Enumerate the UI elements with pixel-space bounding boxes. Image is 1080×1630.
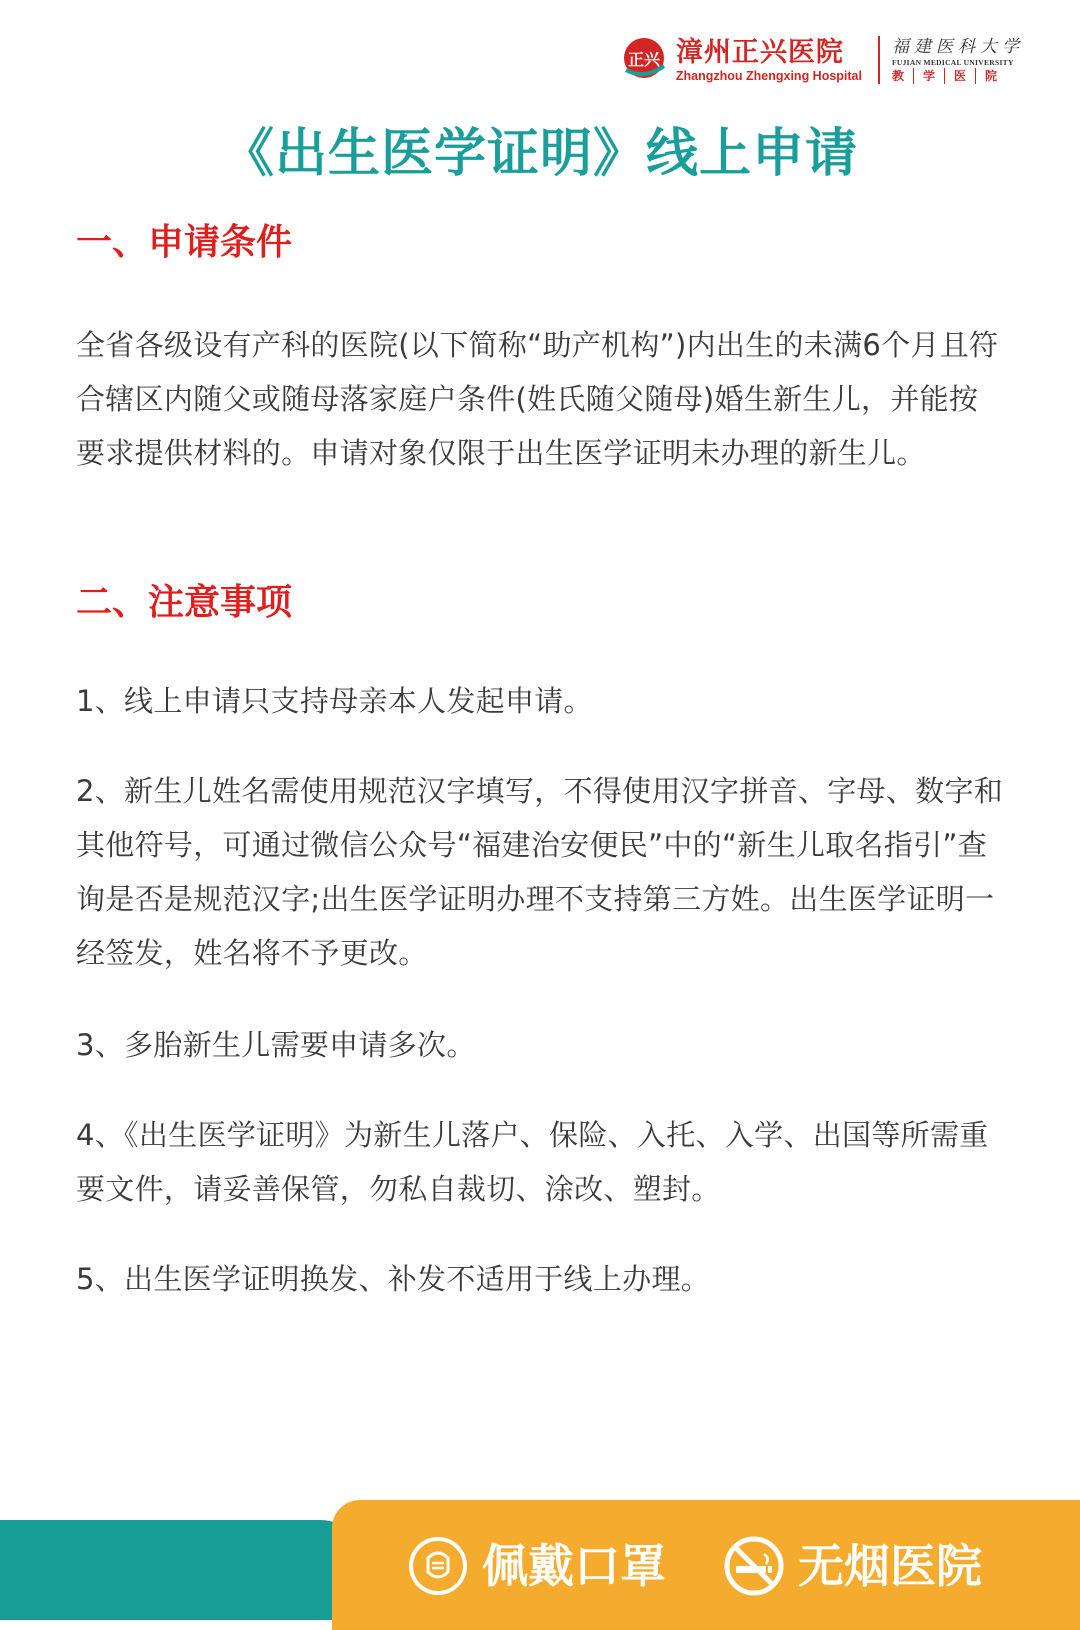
mask-icon xyxy=(408,1536,468,1596)
note-item-4: 4、《出生医学证明》为新生儿落户、保险、入托、入学、出国等所需重要文件，请妥善保管，勿私自裁切、涂改、塑封。 xyxy=(76,1118,989,1206)
header-divider xyxy=(878,36,880,84)
footer-mask-badge xyxy=(408,1534,666,1598)
note-item-5: 5、出生医学证明换发、补发不适用于线上办理。 xyxy=(76,1262,711,1296)
teaching-hospital-char: 医 xyxy=(944,68,975,84)
teaching-hospital-char: 院 xyxy=(975,68,1006,84)
hospital-name-en: Zhangzhou Zhengxing Hospital xyxy=(675,68,862,83)
teaching-hospital-label xyxy=(892,68,1006,84)
hospital-header xyxy=(620,30,1024,90)
note-item-1: 1、线上申请只支持母亲本人发起申请。 xyxy=(76,684,593,718)
section-heading-conditions: 一、申请条件 xyxy=(76,222,293,263)
logo-mark-text: 正兴 xyxy=(627,50,660,69)
section-heading-notes: 二、注意事项 xyxy=(76,582,293,623)
university-name-cn: 福建医科大学 xyxy=(892,36,1024,57)
teaching-hospital-char: 学 xyxy=(913,68,944,84)
no-smoking-label: 无烟医院 xyxy=(798,1539,982,1593)
note-item-3: 3、多胎新生儿需要申请多次。 xyxy=(76,1028,476,1062)
hospital-logo-icon xyxy=(620,36,668,84)
note-item-2: 2、新生儿姓名需使用规范汉字填写，不得使用汉字拼音、字母、数字和其他符号，可通过微信公众号“福建治安便民”中的“新生儿取名指引”查询是否是规范汉字;出生医学证明办理不支持第三方姓。出生医学证明一经签发，姓名将不予更改。 xyxy=(76,774,1004,970)
mask-label: 佩戴口罩 xyxy=(482,1539,666,1593)
conditions-paragraph: 全省各级设有产科的医院(以下简称“助产机构”)内出生的未满6个月且符合辖区内随父或随母落家庭户条件(姓氏随父随母)婚生新生儿，并能按要求提供材料的。申请对象仅限于出生医学证明未办理的新生儿。 xyxy=(76,328,999,470)
teaching-hospital-char: 教 xyxy=(892,68,905,83)
footer-teal-band xyxy=(0,1520,370,1620)
no-smoking-icon xyxy=(724,1536,784,1596)
footer-no-smoking-badge xyxy=(724,1534,982,1598)
university-affiliation xyxy=(892,37,1024,84)
hospital-name xyxy=(676,37,862,84)
hospital-name-cn: 漳州正兴医院 xyxy=(675,36,844,68)
university-name-en: FUJIAN MEDICAL UNIVERSITY xyxy=(892,57,1014,67)
page-title: 《出生医学证明》线上申请 xyxy=(221,124,858,184)
